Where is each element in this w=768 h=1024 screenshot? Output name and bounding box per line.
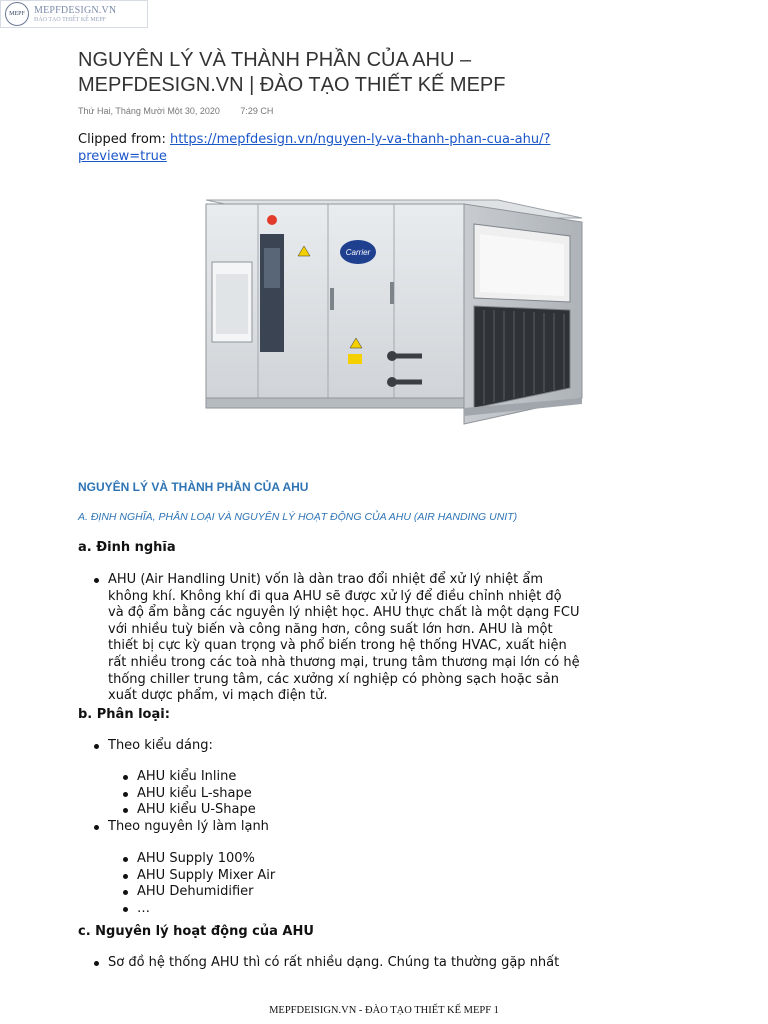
- note-time: 7:29 CH: [240, 106, 274, 116]
- site-logo: [0, 0, 148, 28]
- section-a-title: a. Đinh nghĩa: [78, 540, 176, 555]
- carrier-brand-label: Carrier: [345, 248, 371, 257]
- cooling-type-list: [121, 851, 275, 917]
- list-item: Theo nguyên lý làm lạnh: [92, 819, 269, 836]
- principle-list: [92, 955, 559, 972]
- page-footer: MEPFDEISIGN.VN - ĐÀO TẠO THIẾT KẾ MEPF 1: [269, 1005, 499, 1016]
- shape-type-list: [121, 769, 256, 819]
- clipped-from: [78, 131, 598, 165]
- definition-line: thiết bị cực kỳ quan trọng và phổ biến trong hệ thống HVAC, xuất hiện: [108, 638, 567, 654]
- list-item: Theo kiểu dáng:: [92, 738, 213, 755]
- definition-line: và độ ẩm bằng các nguyên lý nhiệt học. AHU thực chất là một dạng FCU: [108, 605, 580, 621]
- definition-line: rất nhiều trong các toà nhà thương mại, trung tâm thương mại lớn có hệ: [108, 654, 580, 670]
- list-item: AHU kiểu L-shape: [121, 786, 256, 803]
- clipped-label: Clipped from:: [78, 132, 166, 147]
- section-c-title: c. Nguyên lý hoạt động của AHU: [78, 924, 314, 939]
- list-item: AHU Supply Mixer Air: [121, 868, 275, 885]
- definition-line: xuất dược phẩm, vi mạch điện tử.: [108, 688, 328, 704]
- list-item: AHU Dehumidifier: [121, 884, 275, 901]
- ahu-unit-photo: [198, 178, 590, 454]
- classification-cooling-list: [92, 819, 269, 836]
- definition-item: [92, 572, 612, 705]
- definition-line: AHU (Air Handling Unit) vốn là dàn trao đổi nhiệt để xử lý nhiệt ẩm: [108, 572, 544, 587]
- section-b-title: b. Phân loại:: [78, 707, 170, 722]
- list-item: AHU kiểu Inline: [121, 769, 256, 786]
- logo-mark: MEPF: [5, 2, 29, 26]
- note-title: [78, 48, 718, 98]
- section-heading: NGUYÊN LÝ VÀ THÀNH PHẦN CỦA AHU: [78, 480, 309, 494]
- note-date: Thứ Hai, Tháng Mười Một 30, 2020: [78, 106, 220, 116]
- logo-tagline: ĐÀO TẠO THIẾT KẾ MEPF: [34, 16, 107, 23]
- definition-line: thống chiller trung tâm, các xưởng xí nghiệp có phòng sạch hoặc sản: [108, 671, 559, 687]
- definition-list: [92, 572, 612, 705]
- list-item: Sơ đồ hệ thống AHU thì có rất nhiều dạng. Chúng ta thường gặp nhất: [92, 955, 559, 972]
- definition-line: với nhiều tuỳ biến và công năng hơn, công suất lớn hơn. AHU là một: [108, 621, 553, 637]
- note-title-line-2: MEPFDESIGN.VN | ĐÀO TẠO THIẾT KẾ MEPF: [78, 74, 506, 96]
- list-item: …: [121, 901, 275, 918]
- subsection-heading: A. ĐỊNH NGHĨA, PHÂN LOẠI VÀ NGUYÊN LÝ HOẠT ĐỘNG CỦA AHU (AIR HANDING UNIT): [78, 511, 518, 523]
- definition-line: không khí. Không khí đi qua AHU sẽ được xử lý để điều chỉnh nhiệt độ: [108, 588, 562, 604]
- logo-name: MEPFDESIGN.VN: [34, 4, 117, 16]
- list-item: AHU Supply 100%: [121, 851, 275, 868]
- note-title-line-1: NGUYÊN LÝ VÀ THÀNH PHẦN CỦA AHU –: [78, 49, 472, 71]
- note-meta: [78, 106, 273, 116]
- list-item: AHU kiểu U-Shape: [121, 802, 256, 819]
- classification-shape-list: [92, 738, 213, 755]
- clipped-url-link[interactable]: https://mepfdesign.vn/nguyen-ly-va-thanh-phan-cua-ahu/?preview=true: [78, 132, 551, 164]
